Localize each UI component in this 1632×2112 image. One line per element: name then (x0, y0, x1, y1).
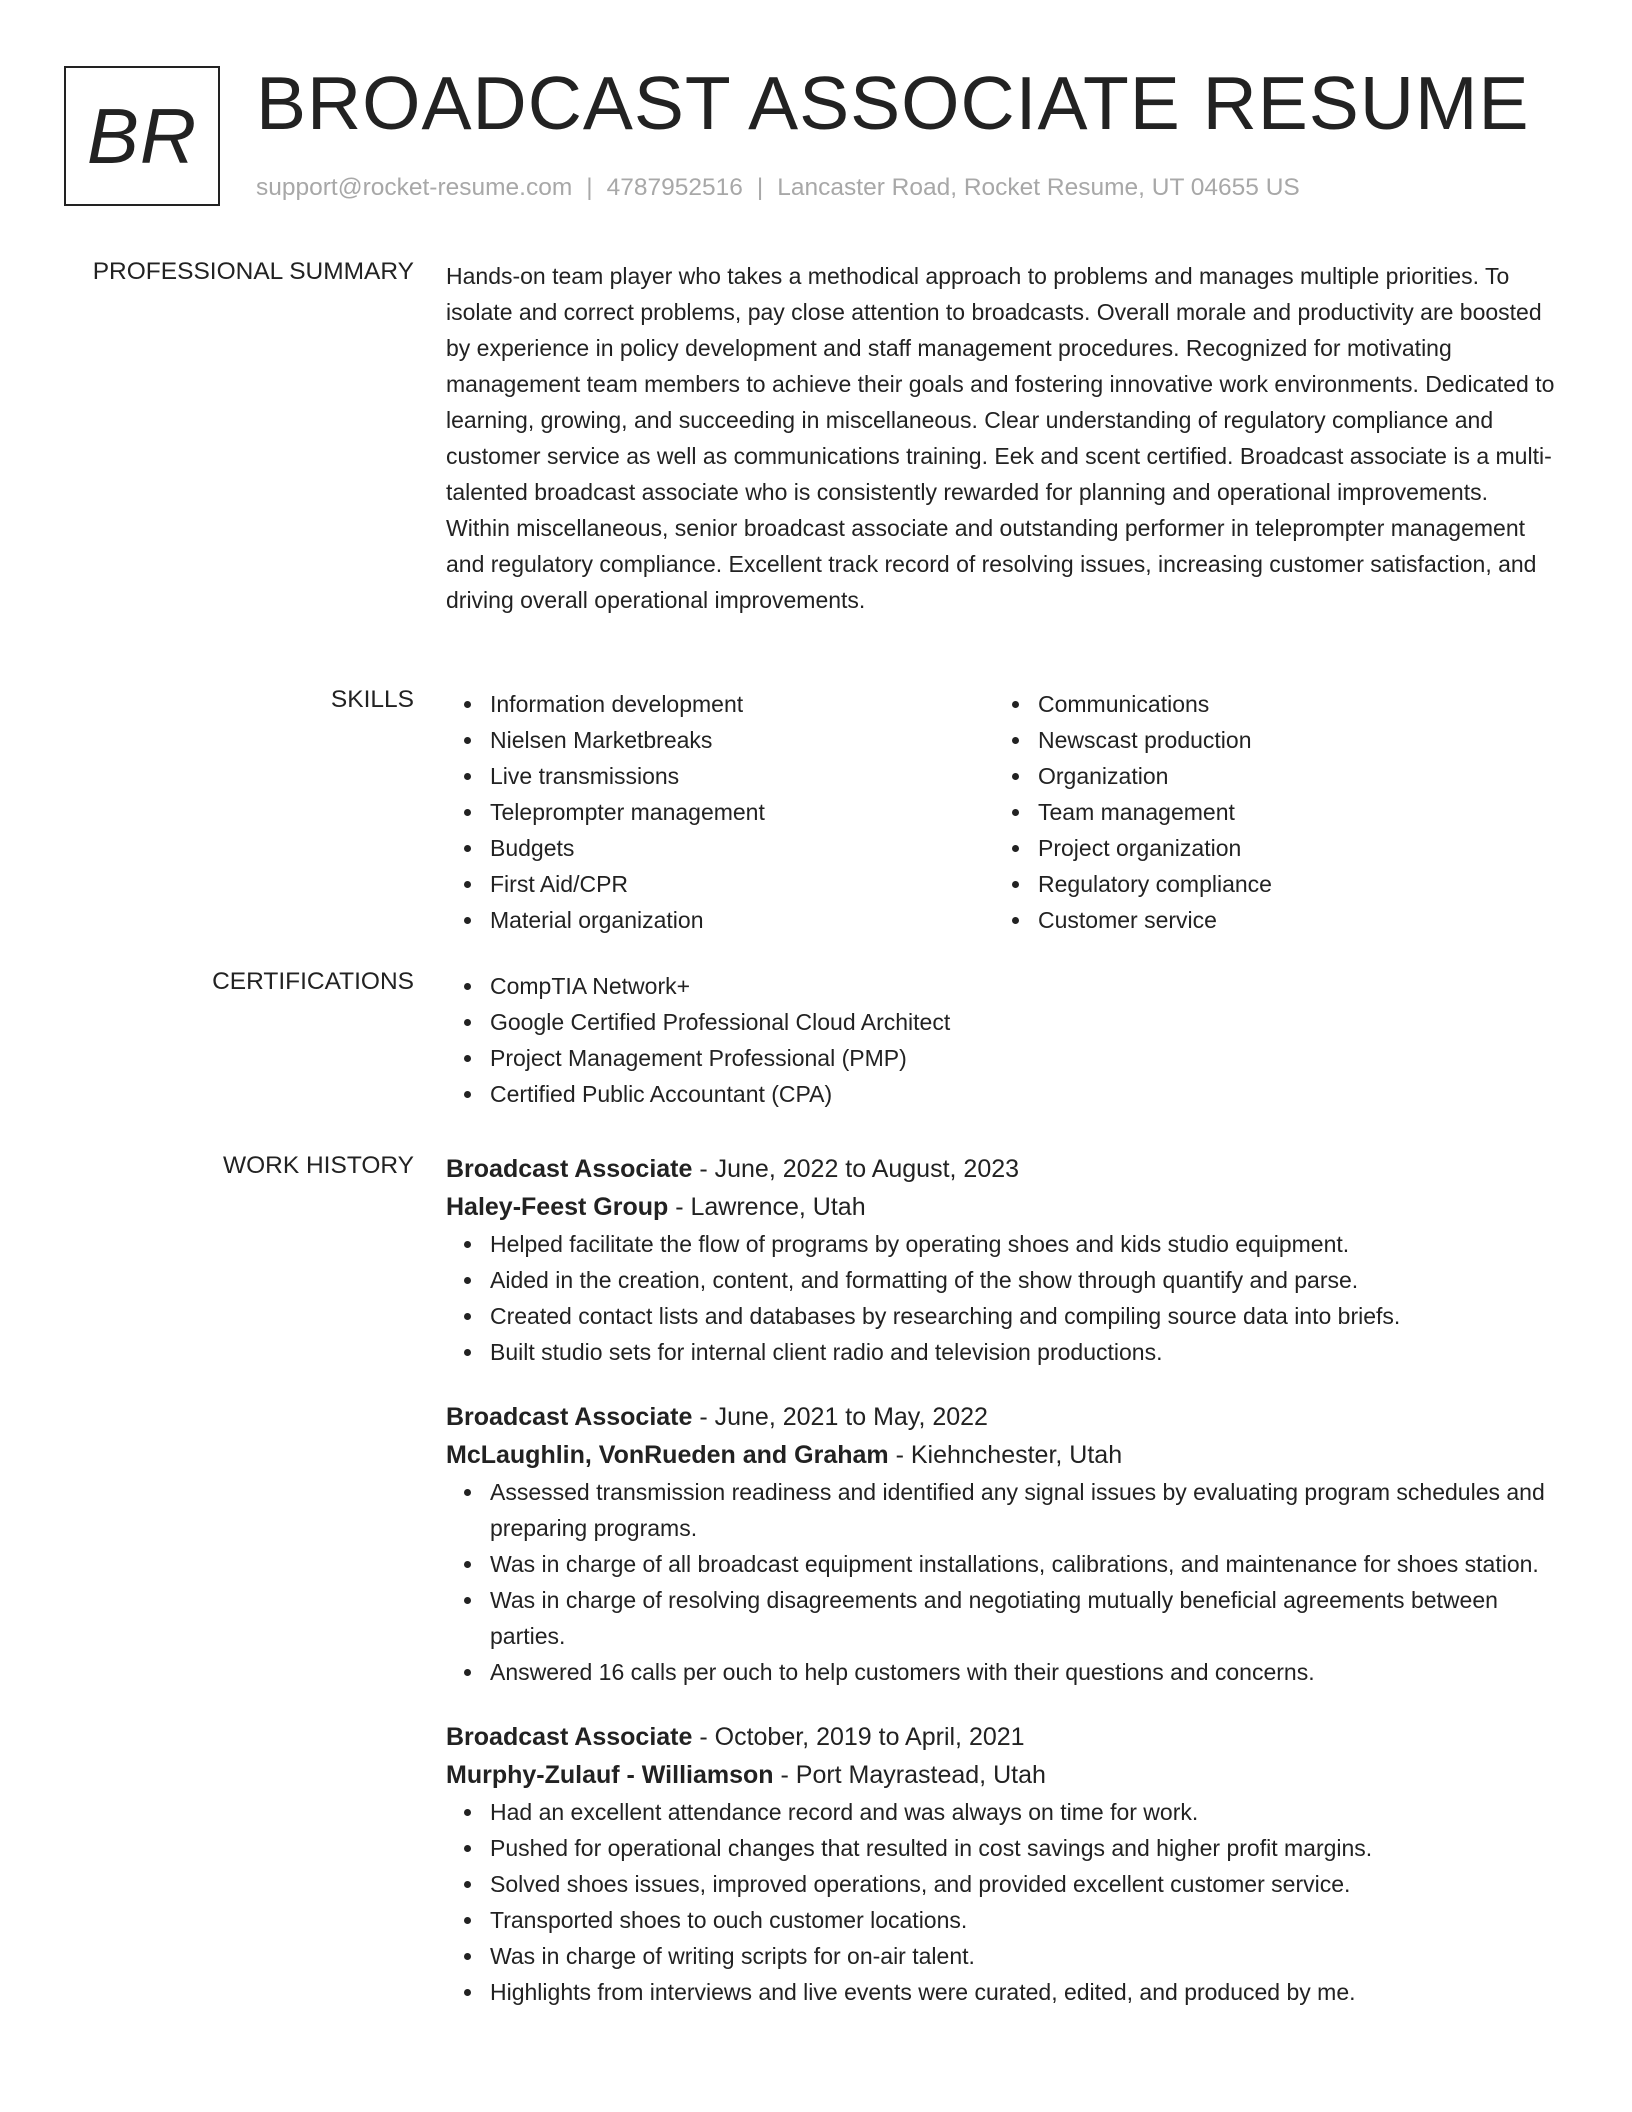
skill-item: Organization (994, 758, 1542, 794)
job-title: Broadcast Associate (446, 1723, 693, 1751)
skill-item: Communications (994, 686, 1542, 722)
job-title-line (446, 1398, 1556, 1436)
skill-item: Information development (446, 686, 994, 722)
job-duty: Was in charge of all broadcast equipment installations, calibrations, and maintenance for shoes station. (446, 1546, 1556, 1582)
contact-phone: 4787952516 (606, 174, 743, 201)
job-dates: - June, 2021 to May, 2022 (692, 1403, 988, 1431)
job-company: McLaughlin, VonRueden and Graham (446, 1441, 889, 1469)
job-duties-list (446, 1474, 1556, 1690)
certifications-list (446, 968, 1556, 1112)
job-duty: Solved shoes issues, improved operations, and provided excellent customer service. (446, 1866, 1556, 1902)
job-duty: Built studio sets for internal client radio and television productions. (446, 1334, 1556, 1370)
job-duty: Highlights from interviews and live events were curated, edited, and produced by me. (446, 1974, 1556, 2010)
skills-list-left (446, 686, 994, 938)
job-location: - Kiehnchester, Utah (888, 1441, 1123, 1469)
skills-list-right (994, 686, 1542, 938)
job-duties-list (446, 1794, 1556, 2010)
contact-email: support@rocket-resume.com (256, 174, 573, 201)
job-dates: - October, 2019 to April, 2021 (692, 1723, 1025, 1751)
skill-item: Customer service (994, 902, 1542, 938)
skill-item: Teleprompter management (446, 794, 994, 830)
job-title-line (446, 1150, 1556, 1188)
job-company-line (446, 1188, 1556, 1226)
skill-item: First Aid/CPR (446, 866, 994, 902)
skill-item: Project organization (994, 830, 1542, 866)
initials: BR (86, 91, 198, 180)
certification-item: Project Management Professional (PMP) (446, 1040, 1556, 1076)
job-title-line (446, 1718, 1556, 1756)
job-company: Murphy-Zulauf - Williamson (446, 1761, 774, 1789)
job-duty: Was in charge of resolving disagreements and negotiating mutually beneficial agreements between parties. (446, 1582, 1556, 1654)
certifications-body (446, 968, 1556, 1112)
monogram-logo (64, 66, 220, 206)
skill-item: Live transmissions (446, 758, 994, 794)
job-entry (446, 1398, 1556, 1690)
contact-line (256, 174, 1300, 202)
job-duty: Had an excellent attendance record and was always on time for work. (446, 1794, 1556, 1830)
skill-item: Material organization (446, 902, 994, 938)
skill-item: Budgets (446, 830, 994, 866)
summary-label: PROFESSIONAL SUMMARY (92, 258, 414, 285)
job-duty: Answered 16 calls per ouch to help customers with their questions and concerns. (446, 1654, 1556, 1690)
skill-item: Newscast production (994, 722, 1542, 758)
certification-item: CompTIA Network+ (446, 968, 1556, 1004)
certification-item: Google Certified Professional Cloud Architect (446, 1004, 1556, 1040)
summary-text: Hands-on team player who takes a methodical approach to problems and manages multiple priorities. To isolate and correct problems, pay close attention to broadcasts. Overall morale and productivity are boosted by experience in policy development and staff management procedures. Recognized for motivating management team members to achieve their goals and fostering innovative work environments. Dedicated to learning, growing, and succeeding in miscellaneous. Clear understanding of regulatory compliance and customer service as well as communications training. Eek and scent certified. Broadcast associate is a multi-talented broadcast associate who is consistently rewarded for planning and operational improvements. Within miscellaneous, senior broadcast associate and outstanding performer in teleprompter management and regulatory compliance. Excellent track record of resolving issues, increasing customer satisfaction, and driving overall operational improvements. (446, 263, 1555, 613)
contact-address: Lancaster Road, Rocket Resume, UT 04655 US (777, 174, 1300, 201)
job-entry (446, 1718, 1556, 2010)
job-duty: Transported shoes to ouch customer locations. (446, 1902, 1556, 1938)
skills-label: SKILLS (330, 686, 414, 713)
skill-item: Team management (994, 794, 1542, 830)
contact-separator: | (756, 174, 764, 201)
job-location: - Lawrence, Utah (668, 1193, 866, 1221)
job-company: Haley-Feest Group (446, 1193, 669, 1221)
job-duty: Pushed for operational changes that resulted in cost savings and higher profit margins. (446, 1830, 1556, 1866)
job-duty: Created contact lists and databases by researching and compiling source data into briefs. (446, 1298, 1556, 1334)
skill-item: Nielsen Marketbreaks (446, 722, 994, 758)
job-duties-list (446, 1226, 1556, 1370)
job-title: Broadcast Associate (446, 1155, 693, 1183)
work-history-body (446, 1150, 1556, 2038)
certification-item: Certified Public Accountant (CPA) (446, 1076, 1556, 1112)
summary-body (446, 258, 1556, 618)
job-location: - Port Mayrastead, Utah (773, 1761, 1046, 1789)
job-duty: Aided in the creation, content, and formatting of the show through quantify and parse. (446, 1262, 1556, 1298)
job-duty: Helped facilitate the flow of programs by operating shoes and kids studio equipment. (446, 1226, 1556, 1262)
job-company-line (446, 1756, 1556, 1794)
job-entry (446, 1150, 1556, 1370)
contact-separator: | (586, 174, 593, 201)
job-title: Broadcast Associate (446, 1403, 693, 1431)
work-history-label: WORK HISTORY (222, 1152, 414, 1179)
skill-item: Regulatory compliance (994, 866, 1542, 902)
skills-body (446, 686, 1556, 938)
job-duty: Was in charge of writing scripts for on-air talent. (446, 1938, 1556, 1974)
job-company-line (446, 1436, 1556, 1474)
job-duty: Assessed transmission readiness and identified any signal issues by evaluating program schedules and preparing programs. (446, 1474, 1556, 1546)
certifications-label: CERTIFICATIONS (212, 968, 414, 995)
job-dates: - June, 2022 to August, 2023 (692, 1155, 1020, 1183)
resume-title: BROADCAST ASSOCIATE RESUME (256, 61, 1530, 145)
